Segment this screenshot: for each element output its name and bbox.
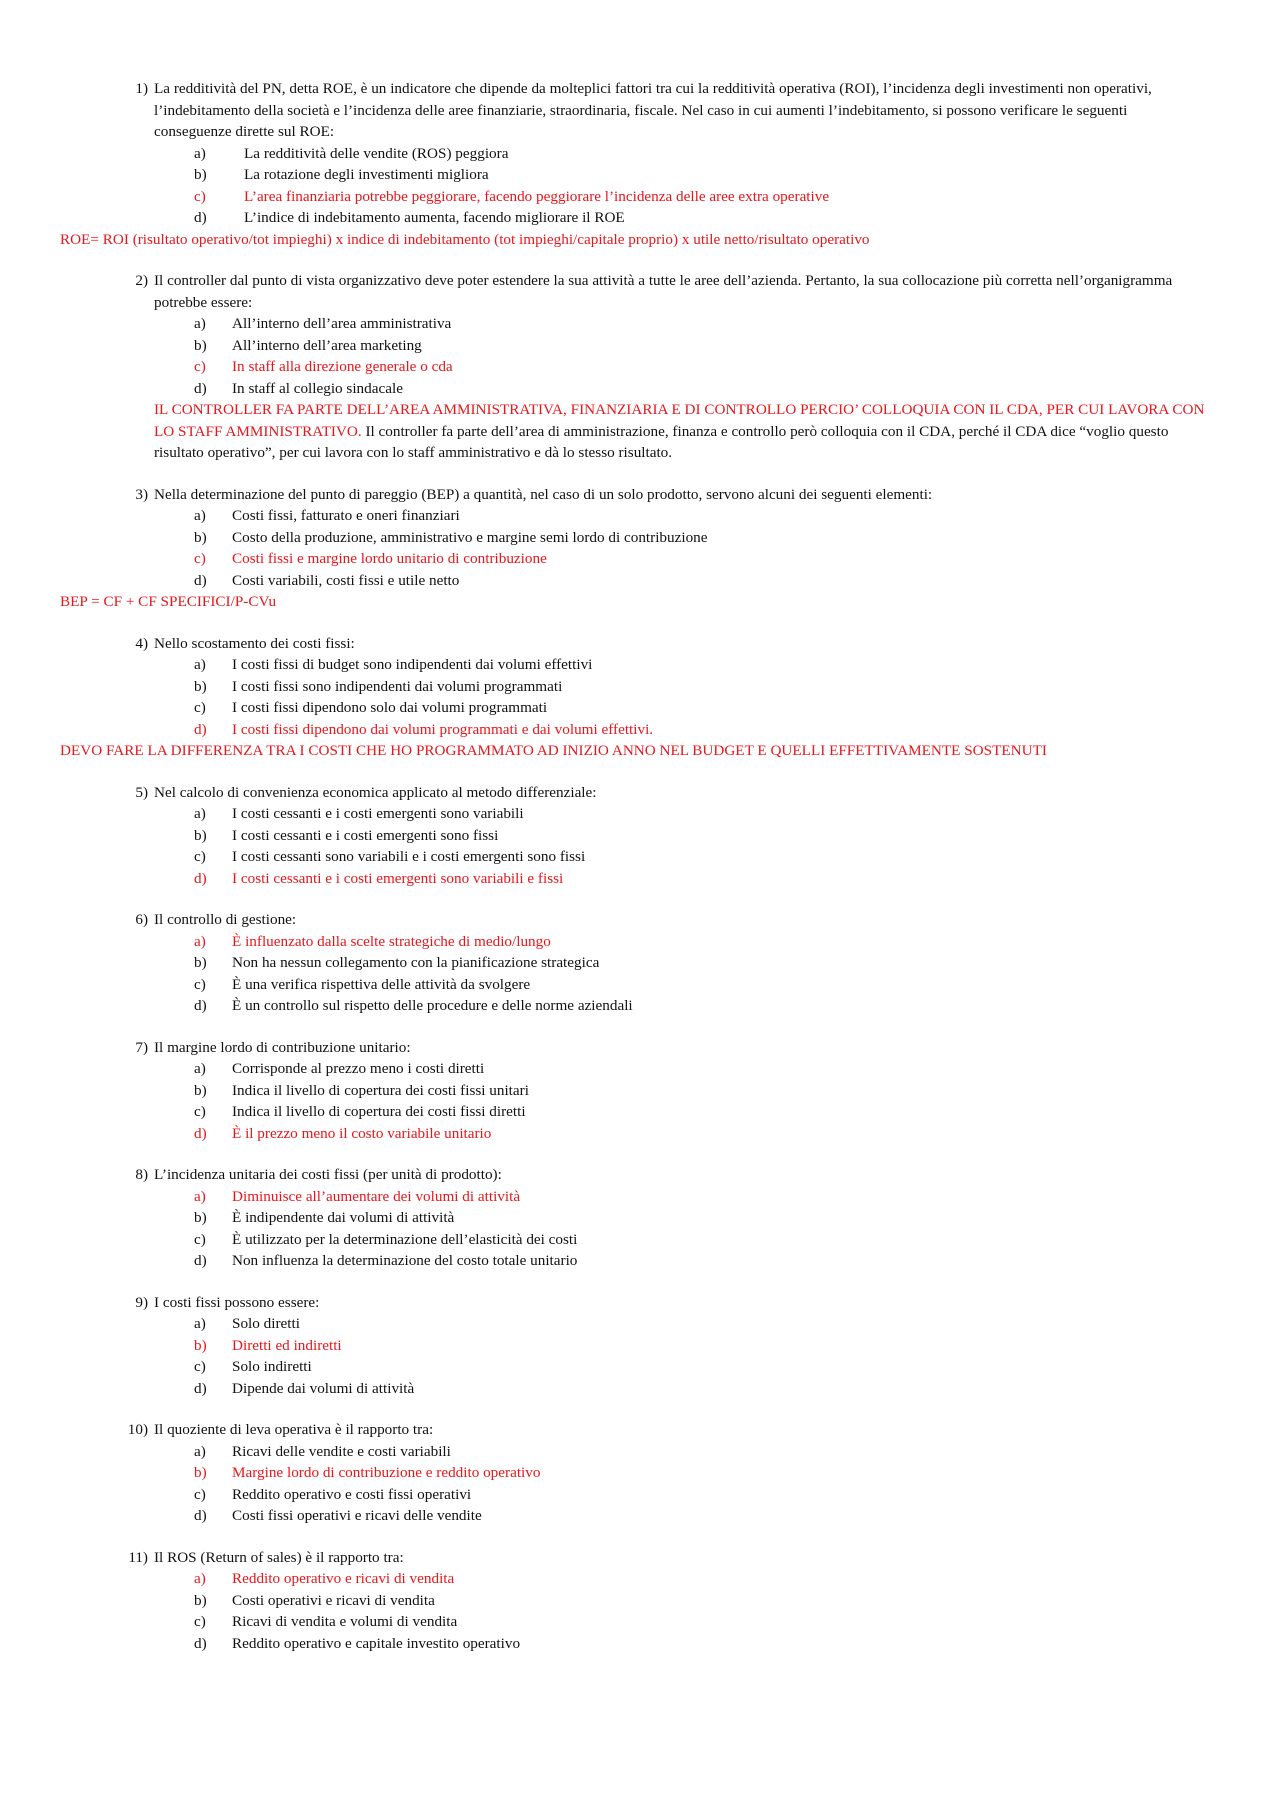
option-c [0, 1229, 1280, 1251]
option-letter: b) [194, 1209, 207, 1226]
question-text: Il controllo di gestione: [154, 911, 297, 928]
answer-note-red: IL CONTROLLER FA PARTE DELL’AREA AMMINISTRATIVA, FINANZIARIA E DI CONTROLLO PERCIO’ COLLOQUIA CON IL CDA, PER CUI LAVORA CON LO STAFF AMMINISTRATIVO. [154, 401, 1205, 440]
option-text: Costi variabili, costi fissi e utile netto [232, 571, 460, 589]
question-stem [0, 909, 1280, 931]
question-text: Nella determinazione del punto di pareggio (BEP) a quantità, nel caso di un solo prodotto, servono alcuni dei seguenti elementi: [154, 485, 933, 503]
question-text: L’incidenza unitaria dei costi fissi (per unità di prodotto): [154, 1166, 502, 1183]
answer-note: BEP = CF + CF SPECIFICI/P-CVu [60, 593, 277, 610]
option-d [0, 1378, 1280, 1400]
option-b [0, 164, 1280, 186]
option-text: Diminuisce all’aumentare dei volumi di attività [232, 1187, 521, 1205]
question-8 [0, 1164, 1280, 1272]
option-letter: d) [194, 1379, 207, 1397]
option-text: In staff al collegio sindacale [232, 379, 403, 397]
option-text: Non ha nessun collegamento con la pianificazione strategica [232, 954, 600, 971]
question-stem [0, 633, 1280, 655]
option-text: I costi fissi dipendono solo dai volumi programmati [232, 699, 548, 716]
question-number: 10) [127, 1421, 148, 1438]
option-text: È il prezzo meno il costo variabile unitario [232, 1124, 492, 1142]
option-b-correct [0, 1462, 1280, 1484]
option-b [0, 952, 1280, 974]
option-letter: b) [194, 336, 207, 354]
question-number: 11) [128, 1548, 148, 1566]
question-text: Il quoziente di leva operativa è il rapporto tra: [154, 1421, 434, 1438]
question-text: Il margine lordo di contribuzione unitario: [154, 1038, 411, 1056]
question-text: I costi fissi possono essere: [154, 1293, 320, 1311]
option-text: Reddito operativo e costi fissi operativi [232, 1485, 472, 1503]
option-letter: c) [194, 975, 206, 993]
question-number: 7) [135, 1038, 148, 1056]
question-number: 5) [135, 783, 148, 801]
option-text: Corrisponde al prezzo meno i costi diretti [232, 1060, 485, 1077]
option-letter: b) [194, 1336, 207, 1354]
option-letter: a) [194, 932, 206, 950]
question-stem [0, 1419, 1280, 1441]
option-letter: a) [194, 656, 206, 673]
option-letter: c) [194, 550, 206, 567]
option-a [0, 803, 1280, 825]
option-text: Solo diretti [232, 1315, 300, 1332]
question-1 [0, 78, 1280, 250]
option-text: Costi operativi e ricavi di vendita [232, 1591, 435, 1609]
option-text: Costi fissi operativi e ricavi delle vendite [232, 1507, 482, 1524]
question-stem [0, 1292, 1280, 1314]
option-text: Ricavi di vendita e volumi di vendita [232, 1613, 458, 1630]
option-text: Diretti ed indiretti [232, 1336, 342, 1354]
option-letter: a) [194, 1570, 206, 1587]
option-b [0, 1207, 1280, 1229]
option-text: Costo della produzione, amministrativo e margine semi lordo di contribuzione [232, 528, 708, 546]
option-c [0, 1356, 1280, 1378]
option-a [0, 1313, 1280, 1335]
answer-note [154, 399, 1208, 464]
question-number: 4) [135, 634, 148, 652]
question-number: 8) [135, 1166, 148, 1183]
option-d [0, 378, 1280, 400]
option-c [0, 1484, 1280, 1506]
option-letter: b) [194, 1591, 207, 1609]
question-stem [0, 782, 1280, 804]
option-d [0, 995, 1280, 1017]
option-d [0, 570, 1280, 592]
option-b [0, 825, 1280, 847]
option-letter: d) [194, 1124, 207, 1142]
option-text: Reddito operativo e ricavi di vendita [232, 1570, 455, 1587]
option-letter: d) [194, 571, 207, 589]
quiz-document [0, 78, 1280, 1674]
option-d [0, 1505, 1280, 1527]
option-text: La redditività delle vendite (ROS) peggiora [244, 144, 509, 162]
option-c [0, 697, 1280, 719]
option-b [0, 527, 1280, 549]
option-text: I costi fissi sono indipendenti dai volumi programmati [232, 677, 563, 695]
option-letter: a) [194, 507, 206, 524]
option-text: Non influenza la determinazione del costo totale unitario [232, 1252, 578, 1269]
question-9 [0, 1292, 1280, 1400]
option-a [0, 143, 1280, 165]
option-text: Costi fissi e margine lordo unitario di contribuzione [232, 550, 547, 567]
question-stem [0, 1547, 1280, 1569]
option-text: L’indice di indebitamento aumenta, facendo migliorare il ROE [244, 209, 625, 226]
question-number: 3) [135, 485, 148, 503]
option-text: Ricavi delle vendite e costi variabili [232, 1442, 451, 1460]
option-letter: c) [194, 1485, 206, 1503]
option-d-correct [0, 719, 1280, 741]
option-text: I costi cessanti e i costi emergenti sono variabili [232, 805, 524, 822]
option-text: Margine lordo di contribuzione e reddito operativo [232, 1464, 541, 1481]
question-text: Il ROS (Return of sales) è il rapporto tra: [154, 1548, 404, 1566]
question-text: Nello scostamento dei costi fissi: [154, 634, 355, 652]
option-letter: b) [194, 826, 207, 844]
option-c-correct [0, 186, 1280, 208]
option-text: È una verifica rispettiva delle attività da svolgere [232, 975, 531, 993]
option-a [0, 654, 1280, 676]
question-stem [0, 78, 1280, 143]
option-text: L’area finanziaria potrebbe peggiorare, facendo peggiorare l’incidenza delle aree extra operative [244, 187, 830, 205]
option-letter: c) [194, 187, 206, 205]
option-a-correct [0, 1568, 1280, 1590]
option-text: È influenzato dalla scelte strategiche di medio/lungo [232, 932, 551, 950]
option-letter: d) [194, 997, 207, 1014]
option-c [0, 974, 1280, 996]
question-3 [0, 484, 1280, 613]
question-10 [0, 1419, 1280, 1527]
option-letter: a) [194, 315, 206, 332]
option-b-correct [0, 1335, 1280, 1357]
option-c-correct [0, 548, 1280, 570]
option-letter: c) [194, 848, 206, 865]
option-c [0, 1101, 1280, 1123]
option-letter: a) [194, 1315, 206, 1332]
option-letter: a) [194, 1442, 206, 1460]
option-text: È utilizzato per la determinazione dell’elasticità dei costi [232, 1230, 578, 1248]
option-text: Indica il livello di copertura dei costi fissi unitari [232, 1081, 529, 1099]
question-4 [0, 633, 1280, 762]
question-number: 9) [135, 1293, 148, 1311]
option-letter: c) [194, 1103, 206, 1120]
option-b [0, 1080, 1280, 1102]
option-text: È indipendente dai volumi di attività [232, 1209, 455, 1226]
question-stem [0, 484, 1280, 506]
option-a [0, 313, 1280, 335]
option-c-correct [0, 356, 1280, 378]
option-letter: d) [194, 720, 207, 738]
option-text: In staff alla direzione generale o cda [232, 358, 453, 375]
option-letter: b) [194, 1464, 207, 1481]
question-stem [0, 1037, 1280, 1059]
option-text: Reddito operativo e capitale investito operativo [232, 1634, 521, 1652]
option-text: Indica il livello di copertura dei costi fissi diretti [232, 1103, 526, 1120]
question-stem [0, 1164, 1280, 1186]
option-b [0, 676, 1280, 698]
answer-note: DEVO FARE LA DIFFERENZA TRA I COSTI CHE HO PROGRAMMATO AD INIZIO ANNO NEL BUDGET E QUELLI EFFETTIVAMENTE SOSTENUTI [60, 742, 1047, 759]
question-5 [0, 782, 1280, 890]
option-text: Dipende dai volumi di attività [232, 1379, 415, 1397]
option-a [0, 1441, 1280, 1463]
option-text: È un controllo sul rispetto delle procedure e delle norme aziendali [232, 997, 633, 1014]
option-letter: c) [194, 699, 206, 716]
option-letter: a) [194, 1060, 206, 1077]
answer-note: ROE= ROI (risultato operativo/tot impieghi) x indice di indebitamento (tot impieghi/capitale proprio) x utile netto/risultato operativo [60, 230, 870, 248]
question-number: 6) [135, 911, 148, 928]
option-c [0, 846, 1280, 868]
option-letter: c) [194, 1230, 206, 1248]
option-text: I costi fissi dipendono dai volumi programmati e dai volumi effettivi. [232, 720, 654, 738]
option-c [0, 1611, 1280, 1633]
option-a [0, 505, 1280, 527]
option-b [0, 335, 1280, 357]
option-text: Costi fissi, fatturato e oneri finanziari [232, 507, 460, 524]
option-letter: a) [194, 1187, 206, 1205]
option-letter: b) [194, 954, 207, 971]
option-letter: d) [194, 379, 207, 397]
option-letter: c) [194, 358, 206, 375]
question-text: Il controller dal punto di vista organizzativo deve poter estendere la sua attività a tutte le aree dell’azienda. Pertanto, la sua collocazione più corretta nell’organigramma potrebbe essere: [154, 272, 1173, 311]
answer-note-black: Il controller fa parte dell’area di amministrazione, finanza e controllo però colloquia con il CDA, perché il CDA dice “voglio questo risultato operativo”, per cui lavora con lo staff amministrativo e dà lo stesso risultato. [154, 422, 1169, 461]
question-number: 1) [135, 80, 148, 97]
option-letter: d) [194, 1507, 207, 1524]
option-a-correct [0, 931, 1280, 953]
option-d-correct [0, 868, 1280, 890]
option-letter: c) [194, 1613, 206, 1630]
option-text: All’interno dell’area amministrativa [232, 315, 452, 332]
question-stem [0, 270, 1280, 313]
question-6 [0, 909, 1280, 1017]
question-text: Nel calcolo di convenienza economica applicato al metodo differenziale: [154, 783, 597, 801]
question-2 [0, 270, 1280, 464]
option-letter: d) [194, 209, 207, 226]
option-text: I costi cessanti e i costi emergenti sono fissi [232, 826, 499, 844]
option-a-correct [0, 1186, 1280, 1208]
option-letter: b) [194, 166, 207, 183]
option-letter: c) [194, 1358, 206, 1375]
option-text: I costi cessanti e i costi emergenti sono variabili e fissi [232, 869, 564, 887]
option-a [0, 1058, 1280, 1080]
option-text: La rotazione degli investimenti migliora [244, 166, 489, 183]
question-text: La redditività del PN, detta ROE, è un indicatore che dipende da molteplici fattori tra cui la redditività operativa (ROI), l’incidenza degli investimenti non operativi, l’indebitamento della società e l’incidenza delle aree finanziarie, straordinaria, fiscale. Nel caso in cui aumenti l’indebitamento, si possono verificare le seguenti conseguenze dirette sul ROE: [154, 80, 1152, 140]
option-d [0, 1633, 1280, 1655]
option-d [0, 1250, 1280, 1272]
option-b [0, 1590, 1280, 1612]
option-text: Solo indiretti [232, 1358, 312, 1375]
option-letter: b) [194, 677, 207, 695]
question-11 [0, 1547, 1280, 1655]
option-d [0, 207, 1280, 229]
option-text: I costi fissi di budget sono indipendenti dai volumi effettivi [232, 656, 593, 673]
option-letter: a) [194, 144, 206, 162]
option-letter: d) [194, 1634, 207, 1652]
option-d-correct [0, 1123, 1280, 1145]
option-letter: b) [194, 528, 207, 546]
question-number: 2) [135, 272, 148, 289]
option-letter: a) [194, 805, 206, 822]
question-7 [0, 1037, 1280, 1145]
option-letter: d) [194, 1252, 207, 1269]
option-letter: d) [194, 869, 207, 887]
option-text: I costi cessanti sono variabili e i costi emergenti sono fissi [232, 848, 586, 865]
option-text: All’interno dell’area marketing [232, 336, 422, 354]
option-letter: b) [194, 1081, 207, 1099]
